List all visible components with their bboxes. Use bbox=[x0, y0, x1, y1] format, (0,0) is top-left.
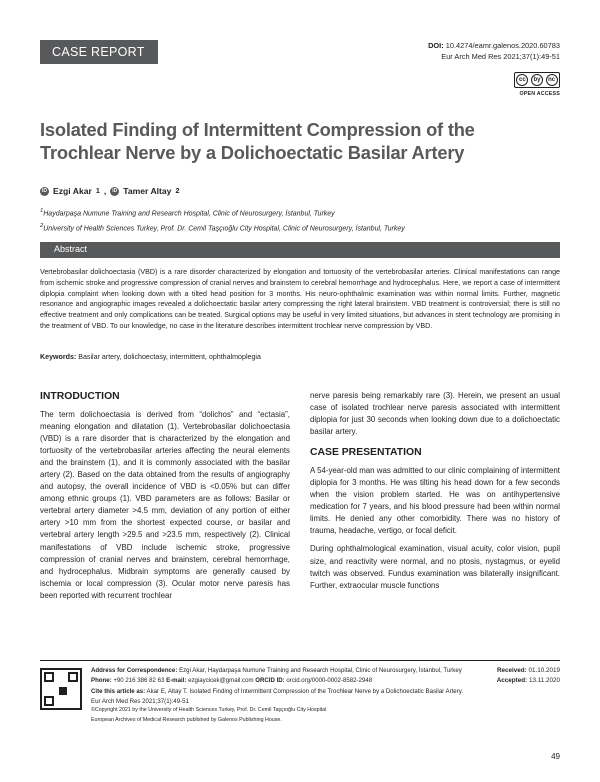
footer-divider bbox=[40, 660, 560, 661]
body-column-left bbox=[40, 390, 290, 608]
body-paragraph: nerve paresis being remarkably rare (3). Herein, we present an usual case of isolated trochlear nerve paresis associated with intermittent diplopia for just 30 seconds when looking down due to a dolichoectatic basilar artery. bbox=[310, 391, 560, 437]
author-name: Tamer Altay bbox=[123, 186, 172, 196]
affiliation-text: University of Health Sciences Turkey, Prof. Dr. Cemil Taşçıoğlu City Hospital, Clinic of Neurosurgery, İstanbul, Turkey bbox=[43, 225, 405, 233]
keywords-list: Basilar artery, dolichoectasy, intermittent, ophthalmoplegia bbox=[78, 353, 261, 361]
email-link[interactable]: ezgiaycicek@gmail.com bbox=[188, 676, 254, 684]
nc-icon: nc bbox=[546, 74, 558, 86]
author-sup: 1 bbox=[95, 187, 100, 195]
affiliation-sup: 2 bbox=[40, 223, 44, 230]
abstract-heading: Abstract bbox=[40, 242, 560, 258]
accepted-label: Accepted: bbox=[496, 676, 528, 684]
case-presentation-heading: CASE PRESENTATION bbox=[310, 447, 422, 459]
orcid-icon[interactable]: iD bbox=[112, 187, 118, 194]
phone: +90 216 386 82 63 bbox=[113, 676, 165, 684]
orcid-label: ORCID ID: bbox=[255, 676, 285, 684]
by-icon: by bbox=[531, 74, 543, 86]
cc-icon: cc bbox=[516, 74, 528, 86]
publisher-line: European Archives of Medical Research published by Galenos Publishing House. bbox=[91, 716, 282, 723]
page-number: 49 bbox=[551, 752, 560, 761]
received-date: 01.10.2019 bbox=[528, 667, 560, 674]
body-paragraph: A 54-year-old man was admitted to our clinic complaining of intermittent diplopia for 3 months. He was tilting his head down for a few seconds when the vision problem started. He was on antihypertensive medication for 7 years, and his blood pressure had been within normal limits. He denied any other comorbidity. There was no history of trauma, headache, vertigo, or focal deficit. bbox=[310, 466, 560, 536]
introduction-heading: INTRODUCTION bbox=[40, 391, 120, 402]
abstract-text: Vertebrobasilar dolichoectasia (VBD) is a rare disorder characterized by elongation and tortuosity of the vertebrobasilar arteries. Clinical manifestations can range from ischemic stroke and progressive compression of cranial nerves and brainstem to cerebral hemorrhage and hydrocephalus. Here, we report a case of intermittent diplopia complaint when looking down with a tilted head position for 3 months. His neuro-ophthalmic examination was within normal limits. Further, magnetic resonance and angiographic images revealed a dolichoectatic basilar artery compressing the right lateral brainstem. VBD treatment is controversial; there is still no effective treatment and only complications can be treated. Surgical options may be useful in very limited situations, but advances in stent technology are promising in the treatment of VBD. To our knowledge, no case in the literature describes intermittent trochlear nerve compression by VBD. bbox=[40, 268, 560, 330]
doi-link[interactable]: 10.4274/eamr.galenos.2020.60783 bbox=[445, 41, 560, 50]
email-label: E-mail: bbox=[166, 676, 187, 684]
correspondence-line bbox=[91, 666, 471, 676]
qr-code-icon[interactable] bbox=[40, 668, 82, 710]
open-access-label: OPEN ACCESS bbox=[519, 91, 560, 97]
cite-text: Akar E, Altay T. Isolated Finding of Intermittent Compression of the Trochlear Nerve by a Dolichoectatic Basilar Artery. Eur Arch Med Res 2021;37(1):49-51 bbox=[91, 688, 463, 705]
body-paragraph: During ophthalmological examination, visual acuity, color vision, pupil size, and reactivity were normal, and no ptosis, nystagmus, or eyelid twitch was observed. Fundus examination was bilaterally insignificant. Further, extraocular muscle functions bbox=[310, 544, 560, 590]
orcid-link[interactable]: orcid.org/0000-0002-8582-2948 bbox=[286, 676, 373, 684]
footer-correspondence bbox=[91, 666, 471, 725]
article-title: Isolated Finding of Intermittent Compression of the Trochlear Nerve by a Dolichoectatic Basilar Artery bbox=[40, 119, 475, 163]
corr-text: Ezgi Akar, Haydarpaşa Numune Training and Research Hospital, Clinic of Neurosurgery, İstanbul, Turkey bbox=[179, 667, 462, 674]
doi-label: DOI: bbox=[428, 41, 444, 50]
corr-label: Address for Correspondence: bbox=[91, 667, 178, 674]
orcid-icon[interactable]: iD bbox=[42, 187, 47, 194]
body-column-right bbox=[310, 390, 560, 598]
cite-label: Cite this article as: bbox=[91, 688, 146, 695]
affiliation-sup: 1 bbox=[40, 208, 44, 214]
section-tab: CASE REPORT bbox=[40, 40, 158, 64]
author-name: Ezgi Akar bbox=[53, 186, 92, 196]
received-label: Received: bbox=[496, 667, 527, 674]
affiliations bbox=[40, 205, 405, 236]
author-sup: 2 bbox=[175, 187, 180, 195]
article-dates bbox=[497, 666, 560, 685]
creative-commons-badge[interactable] bbox=[514, 72, 560, 88]
journal-citation: Eur Arch Med Res 2021;37(1):49-51 bbox=[441, 52, 560, 61]
author-separator: , bbox=[103, 186, 107, 196]
accepted-date: 13.11.2020 bbox=[528, 676, 560, 684]
cite-line bbox=[91, 687, 471, 706]
copyright-line: ©Copyright 2021 by the University of Health Sciences Turkey, Prof. Dr. Cemil Taşçıoğlu City Hospital bbox=[91, 707, 327, 713]
article-meta bbox=[428, 40, 560, 62]
keywords-label: Keywords: bbox=[40, 353, 77, 361]
affiliation-text: Haydarpaşa Numune Training and Research Hospital, Clinic of Neurosurgery, İstanbul, Turkey bbox=[43, 210, 335, 218]
affiliation bbox=[40, 220, 405, 235]
body-paragraph: The term dolichoectasia is derived from “dolichos” and “ectasia”, meaning elongation and dilatation (1). Vertebrobasilar dolichoectasia (VBD) is a rare disorder that is characterized by the elongation and tortuosity of the vertebrobasilar arteries affecting the neural elements and the brainstem (1), and it is commonly associated with the basilar artery (2). Based on the data obtained from the results of angiography and autopsy, the overall incidence of VBD is <0.05% but can differ among ethnic groups (1). VBD parameters are as follows: Basilar or vertebral artery diameter >4.5 mm, deviation of any portion of either artery >10 mm from the shortest expected course, or basilar and vertebral artery length >29.5 and >23.5 mm, respectively (2). Clinical manifestations of VBD include ischemic stroke, progressive compression of cranial nerves and brainstem, cerebral hemorrhage, and hydrocephalus. Midbrain symptoms are generally caused by ischemia or local compression (3). Ocular motor nerve paresis has been reported with recurrent trochlear bbox=[40, 410, 290, 600]
keywords bbox=[40, 353, 261, 361]
phone-label: Phone: bbox=[91, 676, 112, 684]
affiliation bbox=[40, 205, 405, 220]
contact-line bbox=[91, 676, 471, 686]
author-list bbox=[40, 186, 179, 196]
